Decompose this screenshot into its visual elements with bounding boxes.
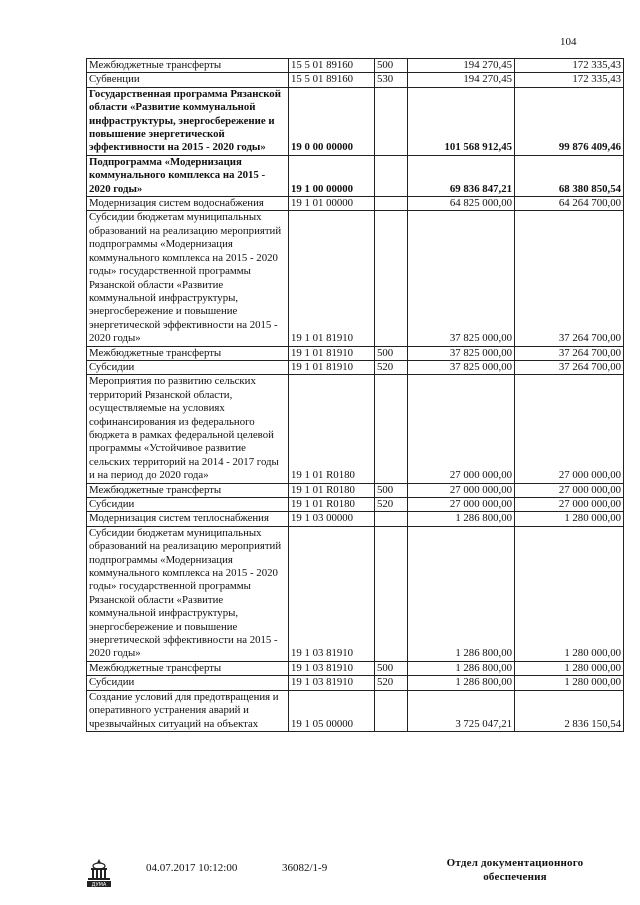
table-row (87, 690, 624, 731)
row-value-2017: 194 270,45 (408, 59, 515, 73)
row-type (375, 526, 408, 661)
row-code: 19 1 01 81910 (289, 360, 375, 374)
footer-date: 04.07.2017 10:12:00 (146, 862, 238, 874)
row-type: 500 (375, 346, 408, 360)
row-type (375, 211, 408, 346)
row-code: 19 1 01 00000 (289, 197, 375, 211)
row-name: Модернизация систем теплоснабжения (87, 512, 289, 526)
row-name: Создание условий для предотвращения и оперативного устранения аварий и чрезвычайных ситуаций на объектах (87, 690, 289, 731)
footer-department: Отдел документационного обеспечения (446, 857, 584, 883)
table-row (87, 73, 624, 87)
row-name: Межбюджетные трансферты (87, 59, 289, 73)
row-type (375, 155, 408, 196)
table-row (87, 498, 624, 512)
row-code: 19 1 05 00000 (289, 690, 375, 731)
row-code: 19 1 01 R0180 (289, 375, 375, 483)
row-value-2018: 2 836 150,54 (515, 690, 624, 731)
row-type (375, 197, 408, 211)
duma-logo-icon (86, 858, 112, 888)
row-code: 19 1 03 81910 (289, 661, 375, 675)
row-name: Субсидии (87, 360, 289, 374)
row-value-2017: 69 836 847,21 (408, 155, 515, 196)
row-type: 520 (375, 498, 408, 512)
row-value-2017: 64 825 000,00 (408, 197, 515, 211)
row-code: 19 1 01 81910 (289, 346, 375, 360)
row-value-2018: 1 280 000,00 (515, 676, 624, 690)
row-value-2017: 101 568 912,45 (408, 87, 515, 155)
table-row (87, 526, 624, 661)
row-type: 520 (375, 360, 408, 374)
row-name: Субсидии (87, 676, 289, 690)
row-value-2017: 3 725 047,21 (408, 690, 515, 731)
row-value-2018: 172 335,43 (515, 73, 624, 87)
row-name: Межбюджетные трансферты (87, 346, 289, 360)
row-value-2017: 27 000 000,00 (408, 498, 515, 512)
row-code: 19 1 01 R0180 (289, 498, 375, 512)
row-value-2018: 37 264 700,00 (515, 211, 624, 346)
table-row (87, 155, 624, 196)
page-footer (0, 852, 640, 892)
row-type: 500 (375, 59, 408, 73)
table-row (87, 87, 624, 155)
row-name: Межбюджетные трансферты (87, 661, 289, 675)
row-value-2018: 99 876 409,46 (515, 87, 624, 155)
row-value-2018: 27 000 000,00 (515, 483, 624, 497)
row-value-2018: 37 264 700,00 (515, 360, 624, 374)
row-type (375, 375, 408, 483)
row-type: 530 (375, 73, 408, 87)
row-type: 500 (375, 483, 408, 497)
row-value-2017: 37 825 000,00 (408, 211, 515, 346)
table-row (87, 375, 624, 483)
table-row (87, 197, 624, 211)
row-type: 520 (375, 676, 408, 690)
row-name: Субсидии бюджетам муниципальных образований на реализацию мероприятий подпрограммы «Модернизация коммунального комплекса на 2015 - 2020 годы» государственной программы Рязанской области «Развитие коммунальной инфраструктуры, энергосбережение и повышение энергетической эффективности на 2015 - 2020 годы» (87, 211, 289, 346)
row-code: 19 1 03 81910 (289, 526, 375, 661)
row-code: 19 1 03 00000 (289, 512, 375, 526)
row-value-2018: 27 000 000,00 (515, 498, 624, 512)
row-name: Межбюджетные трансферты (87, 483, 289, 497)
row-value-2017: 1 286 800,00 (408, 512, 515, 526)
row-name: Подпрограмма «Модернизация коммунального комплекса на 2015 - 2020 годы» (87, 155, 289, 196)
row-value-2017: 37 825 000,00 (408, 360, 515, 374)
row-value-2018: 27 000 000,00 (515, 375, 624, 483)
row-value-2018: 68 380 850,54 (515, 155, 624, 196)
row-code: 19 1 00 00000 (289, 155, 375, 196)
row-code: 19 1 01 R0180 (289, 483, 375, 497)
row-value-2018: 37 264 700,00 (515, 346, 624, 360)
budget-table (86, 58, 624, 732)
row-value-2018: 1 280 000,00 (515, 512, 624, 526)
table-row (87, 676, 624, 690)
table-row (87, 512, 624, 526)
row-name: Государственная программа Рязанской области «Развитие коммунальной инфраструктуры, энергосбережение и повышение энергетической эффективности на 2015 - 2020 годы» (87, 87, 289, 155)
row-value-2017: 194 270,45 (408, 73, 515, 87)
row-value-2018: 1 280 000,00 (515, 526, 624, 661)
table-row (87, 360, 624, 374)
row-code: 15 5 01 89160 (289, 73, 375, 87)
row-code: 19 1 01 81910 (289, 211, 375, 346)
row-value-2017: 1 286 800,00 (408, 526, 515, 661)
row-value-2017: 27 000 000,00 (408, 483, 515, 497)
row-name: Мероприятия по развитию сельских территорий Рязанской области, осуществляемые на условиях софинансирования из федерального бюджета в рамках федеральной целевой программы «Устойчивое развитие сельских территорий на 2014 - 2017 годы и на период до 2020 года» (87, 375, 289, 483)
row-value-2018: 64 264 700,00 (515, 197, 624, 211)
table-row (87, 483, 624, 497)
table-row (87, 661, 624, 675)
table-row (87, 211, 624, 346)
footer-doc-number: 36082/1-9 (282, 862, 328, 874)
row-type: 500 (375, 661, 408, 675)
row-value-2017: 27 000 000,00 (408, 375, 515, 483)
row-name: Субсидии бюджетам муниципальных образований на реализацию мероприятий подпрограммы «Модернизация коммунального комплекса на 2015 - 2020 годы» государственной программы Рязанской области «Развитие коммунальной инфраструктуры, энергосбережение и повышение энергетической эффективности на 2015 - 2020 годы» (87, 526, 289, 661)
row-name: Модернизация систем водоснабжения (87, 197, 289, 211)
table-row (87, 59, 624, 73)
row-code: 19 0 00 00000 (289, 87, 375, 155)
row-value-2017: 37 825 000,00 (408, 346, 515, 360)
row-value-2017: 1 286 800,00 (408, 661, 515, 675)
row-value-2018: 172 335,43 (515, 59, 624, 73)
row-name: Субвенции (87, 73, 289, 87)
row-value-2018: 1 280 000,00 (515, 661, 624, 675)
page-number: 104 (560, 36, 577, 48)
row-type (375, 690, 408, 731)
svg-text:ДУМА: ДУМА (91, 882, 107, 888)
row-value-2017: 1 286 800,00 (408, 676, 515, 690)
row-type (375, 512, 408, 526)
row-type (375, 87, 408, 155)
table-row (87, 346, 624, 360)
row-name: Субсидии (87, 498, 289, 512)
row-code: 15 5 01 89160 (289, 59, 375, 73)
row-code: 19 1 03 81910 (289, 676, 375, 690)
